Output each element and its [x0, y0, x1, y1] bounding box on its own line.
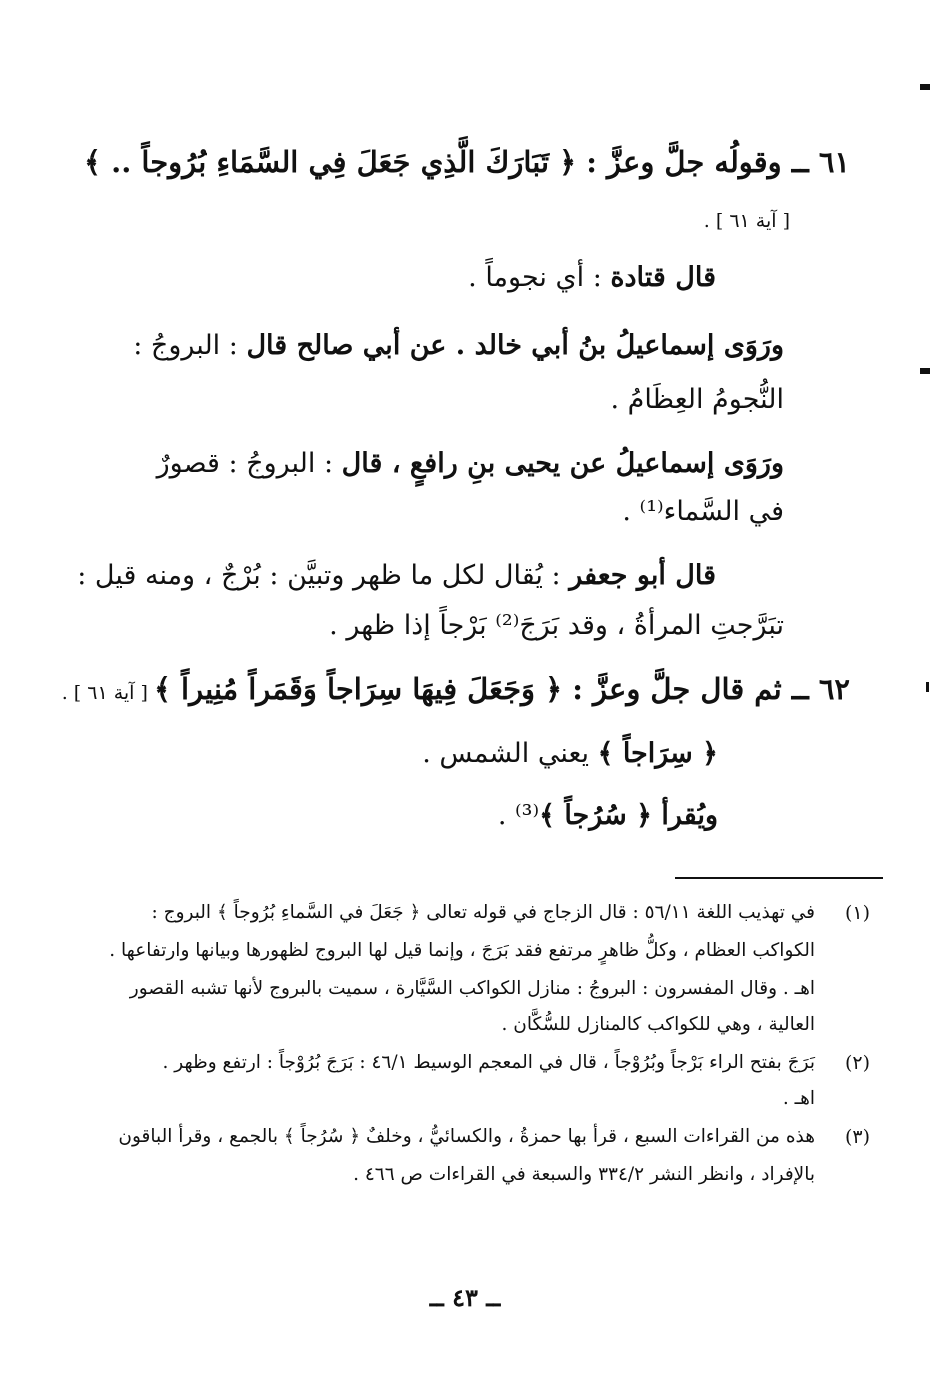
- footnote-1-line: في تهذيب اللغة ٥٦/١١ : قال الزجاج في قوله تعالى ﴿ جَعَلَ في السَّماءِ بُرُوجاً ﴾ البروج :: [151, 902, 815, 923]
- margin-mark: [920, 368, 930, 374]
- verse-62-heading: ٦٢ ــ ثم قال جلَّ وعزَّ : ﴿ وَجَعَلَ فِيهَا سِرَاجاً وَقَمَراً مُنِيراً ﴾ [ آية ٦١ ] .: [61, 672, 850, 706]
- footnote-2-number: (٢): [844, 1052, 870, 1074]
- ismail2-line2: في السَّماء⁽¹⁾ .: [622, 496, 784, 527]
- footnote-3-number: (٣): [844, 1126, 870, 1148]
- qatada-name: قال قتادة: [610, 262, 716, 293]
- footnote-2-line: بَرَجَ بفتح الراء بَرْجاً وبُرُوْجاً ، قال في المعجم الوسيط ٤٦/١ : بَرَجَ بُرُوْجاً : ارتفع وظهر .: [162, 1052, 815, 1073]
- footnote-separator: [675, 877, 883, 879]
- footnote-1-line: اهـ . وقال المفسرون : البروجُ : منازل الكواكب السَّيَّارة ، سميت بالبروج لأنها تشبه القصور: [129, 978, 815, 999]
- footnote-1-line: العالية ، وهي للكواكب كالمنازل للسُّكَّان .: [501, 1014, 815, 1035]
- ismail2-line1: ورَوَى إسماعيلُ عن يحيى بنِ رافعٍ ، قال : البروجُ : قصورٌ: [156, 448, 784, 479]
- siraj-line: ﴿ سِرَاجاً ﴾ يعني الشمس .: [422, 738, 718, 769]
- footnote-1-number: (١): [844, 902, 870, 924]
- margin-mark: [926, 682, 929, 692]
- qatada-text: : أي نجوماً .: [468, 262, 611, 293]
- qatada-line: [468, 262, 716, 293]
- footnote-3-line: بالإفراد ، وانظر النشر ٣٣٤/٢ والسبعة في القراءات ص ٤٦٦ .: [353, 1164, 815, 1185]
- footnote-1-line: الكواكب العظام ، وكلُّ ظاهرٍ مرتفع فقد بَرَجَ ، وإنما قيل لها البروج لظهورها وبيانها وارتفاعها .: [109, 940, 815, 961]
- page-number: ــ ٤٣ ــ: [429, 1283, 501, 1312]
- ismail1-line2: النُّجومُ العِظَامُ .: [610, 384, 784, 415]
- abujafar-line1: قال أبو جعفر : يُقال لكل ما ظهر وتبيَّن : بُرْجٌ ، ومنه قيل :: [77, 560, 716, 591]
- verse-61-ayah-ref: [ آية ٦١ ] .: [703, 210, 790, 232]
- abujafar-line2: تبَرَّجتِ المرأةُ ، وقد بَرَجَ⁽²⁾ بَرْجاً إذا ظهر .: [329, 610, 784, 641]
- yuqra-line: ويُقرأ ﴿ سُرُجاً ﴾⁽³⁾ .: [497, 800, 718, 831]
- footnote-3-line: هذه من القراءات السبع ، قرأ بها حمزةُ ، والكسائيُّ ، وخلفٌ ﴿ سُرُجاً ﴾ بالجمع ، وقرأ الباقون: [118, 1126, 815, 1147]
- verse-61-heading: ٦١ ــ وقولُه جلَّ وعزَّ : ﴿ تَبَارَكَ الَّذِي جَعَلَ فِي السَّمَاءِ بُرُوجاً .. ﴾: [84, 145, 850, 179]
- ismail1-line1: ورَوَى إسماعيلُ بنُ أبي خالد . عن أبي صالح قال : البروجُ :: [133, 330, 784, 361]
- footnote-2-line: اهـ .: [782, 1088, 815, 1109]
- margin-mark: [920, 84, 930, 90]
